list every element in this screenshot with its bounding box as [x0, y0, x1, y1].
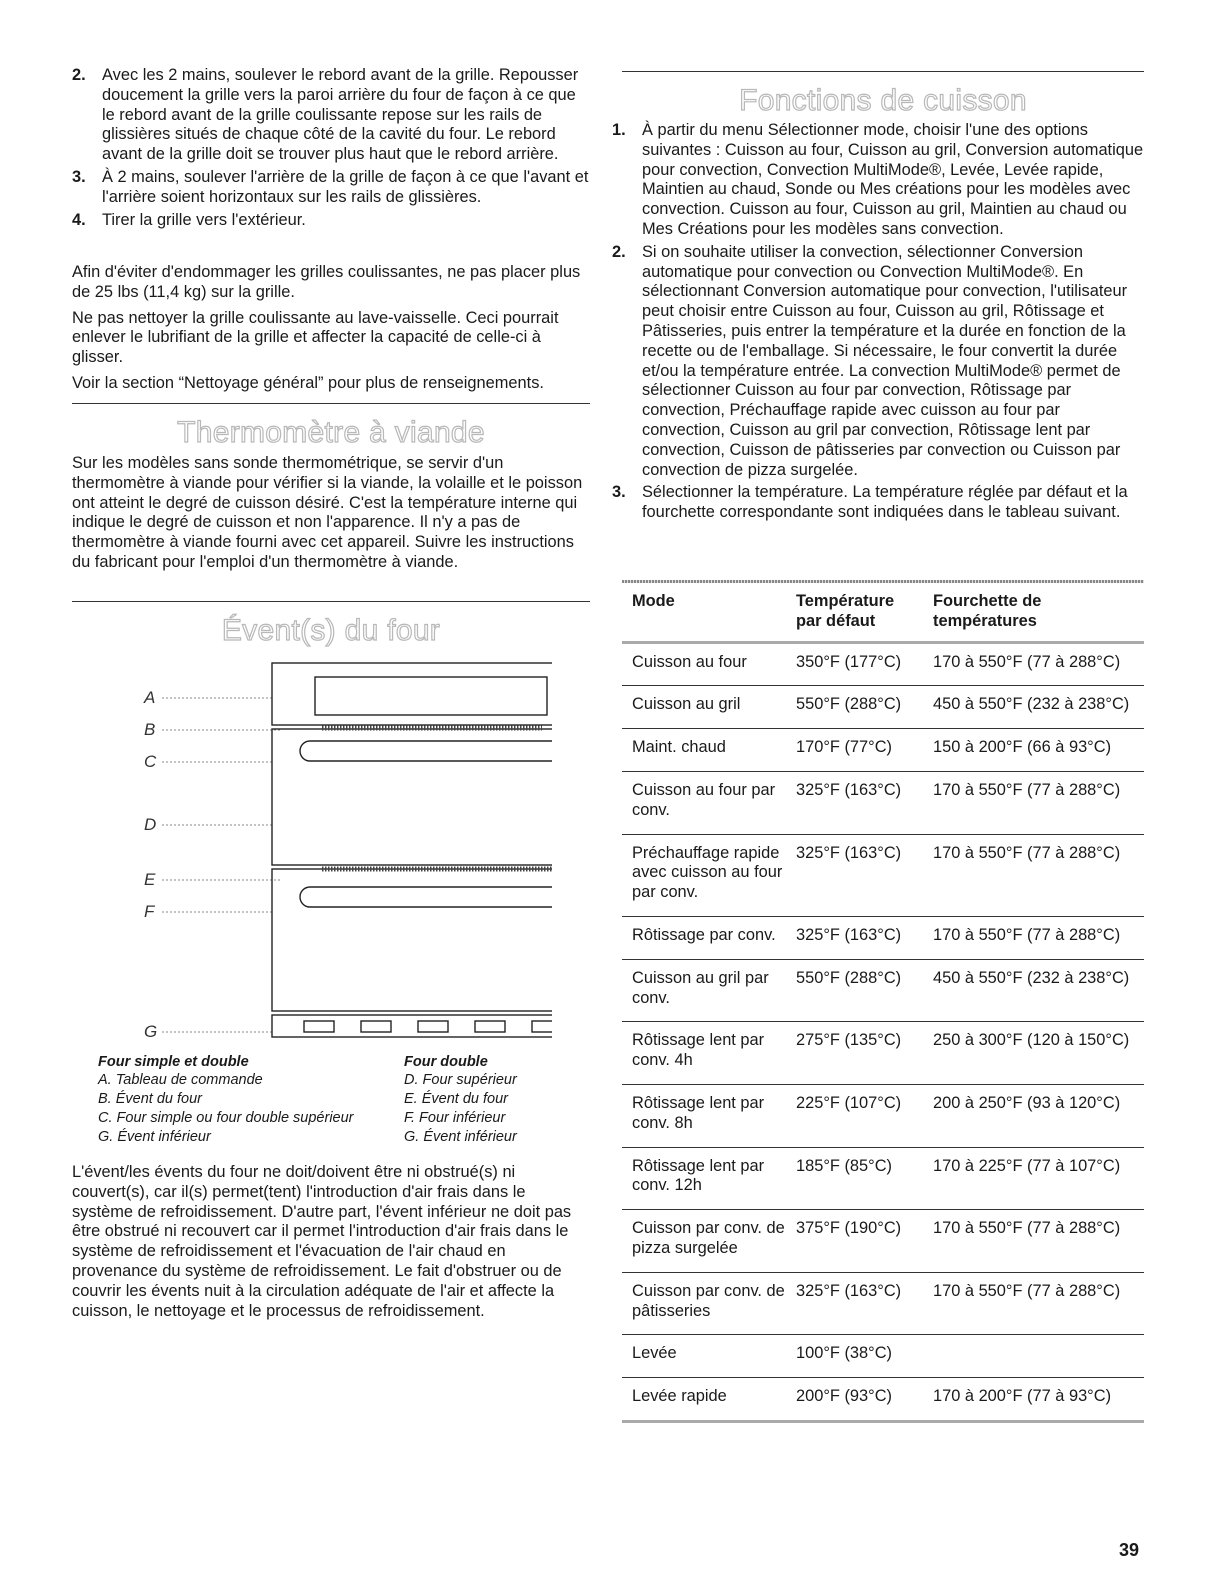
cell-mode: Cuisson au gril par conv. [622, 959, 786, 1022]
label-e: E [144, 870, 156, 889]
cell-default: 350°F (177°C) [786, 642, 923, 686]
cell-mode: Levée [622, 1335, 786, 1378]
label-d: D [144, 815, 157, 834]
cell-mode: Cuisson par conv. de pâtisseries [622, 1272, 786, 1335]
cell-range: 250 à 300°F (120 à 150°C) [923, 1022, 1144, 1085]
caption-right-item: G. Évent inférieur [404, 1129, 517, 1145]
divider-fonctions [622, 71, 1144, 72]
steps-fonctions [612, 121, 1144, 526]
table-row [622, 916, 1144, 959]
cell-mode: Levée rapide [622, 1378, 786, 1422]
cell-default: 325°F (163°C) [786, 834, 923, 916]
page-number: 39 [1119, 1540, 1140, 1560]
step-2: 2. Si on souhaite utiliser la convection, sélectionner Conversion automatique pour convection ou Convection MultiMode®. En sélectionnant Conversion automatique pour convection, l'utilisateur peut choisir entre Cuisson au four, Cuisson au gril, Rôtissage et Pâtisseries, puis entrer la température et la durée en fonction de la recette ou de l'emballage. Si nécessaire, le four convertit la durée et/ou la température entrée. La convection MultiMode® permet de sélectionner Cuisson au four par convection, Rôtissage par convection, Préchauffage rapide avec cuisson au four par convection, Cuisson au gril par convection, Rôtissage lent par convection, Cuisson de pâtisseries par convection ou Cuisson par convection de pizza surgelée. [612, 242, 1128, 479]
table-top-rule [622, 580, 1144, 583]
step-1: 1. À partir du menu Sélectionner mode, choisir l'une des options suivantes : Cuisson au four, Cuisson au gril, Conversion automatique pour convection, Convection MultiMode®, Levée, Levée rapide, Maintien au chaud, Sonde ou Mes créations pour les modèles avec convection. Cuisson au four, Cuisson au gril, Maintien au chaud ou Mes Créations pour les modèles sans convection. [612, 121, 1144, 238]
label-f: F [144, 902, 155, 921]
cell-mode: Rôtissage lent par conv. 4h [622, 1022, 786, 1085]
table-row [622, 1335, 1144, 1378]
header-default: Température par défaut [796, 592, 895, 630]
cell-default: 550°F (288°C) [786, 686, 923, 729]
cell-range: 170 à 550°F (77 à 288°C) [923, 771, 1144, 834]
steps-top [72, 66, 590, 233]
cell-mode: Rôtissage lent par conv. 12h [622, 1147, 786, 1210]
cell-range: 170 à 550°F (77 à 288°C) [923, 642, 1144, 686]
step-3: 3. Sélectionner la température. La température réglée par défaut et la fourchette correspondante sont indiquées dans le tableau suivant. [612, 483, 1128, 522]
caption-left-item: B. Évent du four [98, 1091, 202, 1107]
cell-range: 150 à 200°F (66 à 93°C) [923, 729, 1144, 772]
label-b: B [144, 720, 156, 739]
table-row [622, 959, 1144, 1022]
cell-range: 450 à 550°F (232 à 238°C) [923, 959, 1144, 1022]
caption-left [98, 1053, 388, 1147]
cell-default: 170°F (77°C) [786, 729, 923, 772]
temperature-table [622, 584, 1144, 1423]
oven-vent-diagram [132, 655, 552, 1040]
table-row [622, 834, 1144, 916]
paragraph-weight: Afin d'éviter d'endommager les grilles coulissantes, ne pas placer plus de 25 lbs (11,4 kg) sur la grille. [72, 263, 581, 301]
label-a: A [144, 688, 156, 707]
caption-right-title: Four double [404, 1054, 488, 1070]
cell-mode: Cuisson au gril [622, 686, 786, 729]
cell-default: 225°F (107°C) [786, 1084, 923, 1147]
cell-mode: Cuisson au four [622, 642, 786, 686]
cell-mode: Préchauffage rapide avec cuisson au four par conv. [622, 834, 786, 916]
step-3: 3. À 2 mains, soulever l'arrière de la grille de façon à ce que l'avant et l'arrière soient horizontaux sur les rails de glissières. [72, 167, 589, 206]
cell-default: 100°F (38°C) [786, 1335, 923, 1378]
cell-mode: Rôtissage par conv. [622, 916, 786, 959]
table-row [622, 1272, 1144, 1335]
cell-range: 450 à 550°F (232 à 238°C) [923, 686, 1144, 729]
cell-default: 375°F (190°C) [786, 1210, 923, 1273]
cell-mode: Maint. chaud [622, 729, 786, 772]
heading-event: Évent(s) du four [221, 614, 441, 647]
step-4: 4. Tirer la grille vers l'extérieur. [72, 210, 306, 229]
header-mode: Mode [632, 592, 675, 610]
cell-range: 170 à 225°F (77 à 107°C) [923, 1147, 1144, 1210]
table-row [622, 1210, 1144, 1273]
cell-default: 185°F (85°C) [786, 1147, 923, 1210]
cell-default: 550°F (288°C) [786, 959, 923, 1022]
table-row [622, 1147, 1144, 1210]
cell-range: 170 à 550°F (77 à 288°C) [923, 1272, 1144, 1335]
caption-left-title: Four simple et double [98, 1054, 249, 1070]
caption-left-item: A. Tableau de commande [98, 1072, 263, 1088]
table-header-row [622, 584, 1144, 642]
paragraph-dishwasher: Ne pas nettoyer la grille coulissante au lave-vaisselle. Ceci pourrait enlever le lubrifiant de la grille et affecter la capacité de celle-ci à glisser. [72, 308, 559, 367]
cell-range: 170 à 550°F (77 à 288°C) [923, 916, 1144, 959]
table-row [622, 1022, 1144, 1085]
cell-range [923, 1335, 1144, 1378]
paragraph-see-section: Voir la section “Nettoyage général” pour plus de renseignements. [72, 373, 544, 392]
divider-event [72, 601, 590, 602]
label-c: C [144, 752, 157, 771]
cell-default: 325°F (163°C) [786, 771, 923, 834]
table-row [622, 1378, 1144, 1422]
caption-right-item: D. Four supérieur [404, 1072, 517, 1088]
cell-default: 325°F (163°C) [786, 916, 923, 959]
cell-default: 325°F (163°C) [786, 1272, 923, 1335]
cell-mode: Cuisson par conv. de pizza surgelée [622, 1210, 786, 1273]
cell-range: 170 à 550°F (77 à 288°C) [923, 1210, 1144, 1273]
cell-range: 170 à 550°F (77 à 288°C) [923, 834, 1144, 916]
cell-range: 200 à 250°F (93 à 120°C) [923, 1084, 1144, 1147]
label-g: G [144, 1022, 158, 1040]
caption-right-item: F. Four inférieur [404, 1110, 506, 1126]
vent-text: L'évent/les évents du four ne doit/doivent être ni obstrué(s) ni couvert(s), car il(s) permet(tent) l'introduction d'air frais dans le système de refroidissement. D'autre part, l'évent inférieur ne doit pas être obstrué ni recouvert car il permet l'introduction d'air frais dans le système de refroidissement et l'évacuation de l'air chaud en provenance du système de refroidissement. Le fait d'obstruer ou de couvrir les évents nuit à la circulation adéquate de l'air et affecte la cuisson, le nettoyage et le processus de refroidissement. [72, 1163, 572, 1320]
table-row [622, 642, 1144, 686]
table-row [622, 729, 1144, 772]
thermo-text: Sur les modèles sans sonde thermométrique, se servir d'un thermomètre à viande pour vérifier si la viande, la volaille et le poisson ont atteint le degré de cuisson désiré. C'est la température interne qui indique le degré de cuisson et non l'apparence. Il n'y a pas de thermomètre à viande fourni avec cet appareil. Suivre les instructions du fabricant pour l'emploi d'un thermomètre à viande. [72, 454, 583, 571]
cell-default: 200°F (93°C) [786, 1378, 923, 1422]
table-row [622, 771, 1144, 834]
header-range: Fourchette de températures [933, 592, 1042, 630]
divider-thermo [72, 403, 590, 404]
caption-right-item: E. Évent du four [404, 1091, 508, 1107]
caption-left-item: G. Évent inférieur [98, 1129, 211, 1145]
step-2: 2. Avec les 2 mains, soulever le rebord avant de la grille. Repousser doucement la grille vers la paroi arrière du four de façon à ce que le rebord avant de la grille coulissante repose sur les rails de glissières situés de chaque côté de la cavité du four. Le rebord avant de la grille doit se trouver plus haut que le rebord arrière. [72, 66, 579, 164]
cell-mode: Cuisson au four par conv. [622, 771, 786, 834]
heading-thermometre: Thermomètre à viande [177, 416, 485, 449]
table-row [622, 1084, 1144, 1147]
heading-fonctions: Fonctions de cuisson [739, 84, 1027, 117]
cell-mode: Rôtissage lent par conv. 8h [622, 1084, 786, 1147]
caption-right [404, 1053, 594, 1147]
cell-range: 170 à 200°F (77 à 93°C) [923, 1378, 1144, 1422]
table-row [622, 686, 1144, 729]
caption-left-item: C. Four simple ou four double supérieur [98, 1110, 354, 1126]
cell-default: 275°F (135°C) [786, 1022, 923, 1085]
